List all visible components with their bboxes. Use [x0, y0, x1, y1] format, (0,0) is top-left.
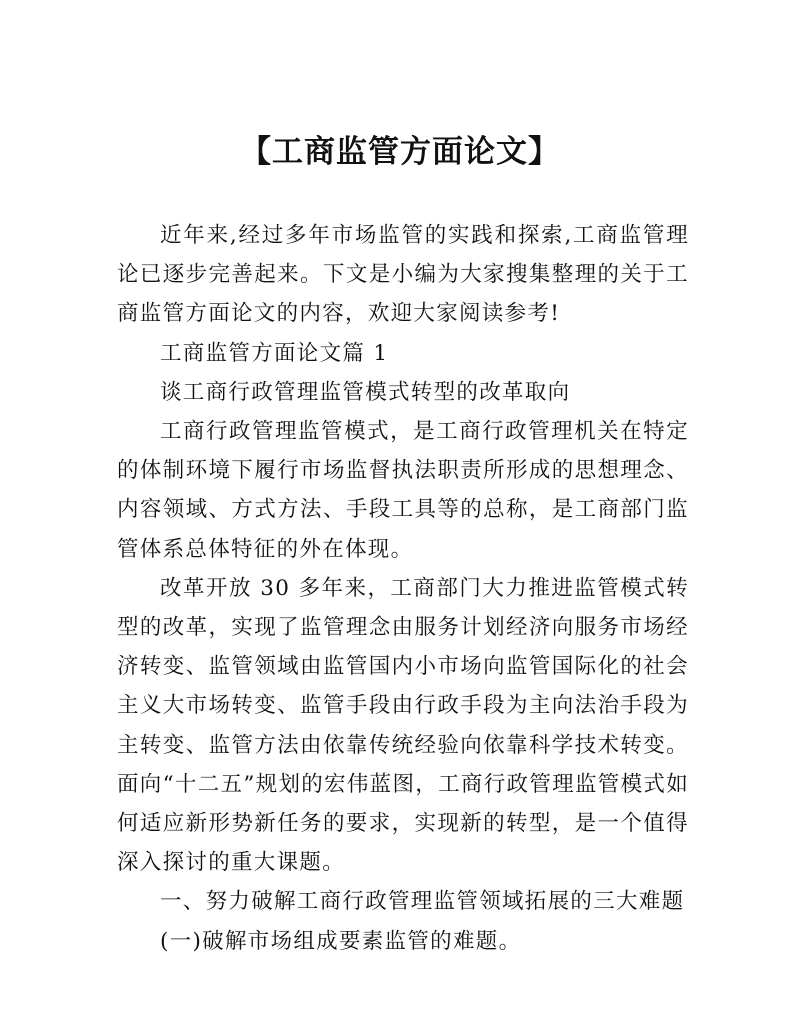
body-paragraph: 改革开放 30 多年来，工商部门大力推进监管模式转型的改革，实现了监管理念由服务计划经济向服务市场经济转变、监管领域由监管国内小市场向监管国际化的社会主义大市场转变、监管手段由行政手段为主向法治手段为主转变、监管方法由依靠传统经验向依靠科学技术转变。面向“十二五”规划的宏伟蓝图，工商行政管理监管模式如何适应新形势新任务的要求，实现新的转型，是一个值得深入探讨的重大课题。 [117, 575, 689, 876]
document-body [117, 216, 689, 961]
section-heading: 一、努力破解工商行政管理监管领域拓展的三大难题 [160, 889, 685, 915]
document-title: 【工商监管方面论文】 [240, 134, 560, 170]
intro-paragraph: 近年来,经过多年市场监管的实践和探索,工商监管理论已逐步完善起来。下文是小编为大家搜集整理的关于工商监管方面论文的内容，欢迎大家阅读参考! [117, 223, 689, 327]
article-heading: 工商监管方面论文篇 1 [160, 340, 389, 366]
article-subtitle: 谈工商行政管理监管模式转型的改革取向 [160, 379, 571, 405]
subsection-heading: (一)破解市场组成要素监管的难题。 [160, 928, 522, 954]
body-paragraph: 工商行政管理监管模式，是工商行政管理机关在特定的体制环境下履行市场监督执法职责所形成的思想理念、内容领域、方式方法、手段工具等的总称，是工商部门监管体系总体特征的外在体现。 [117, 419, 689, 562]
